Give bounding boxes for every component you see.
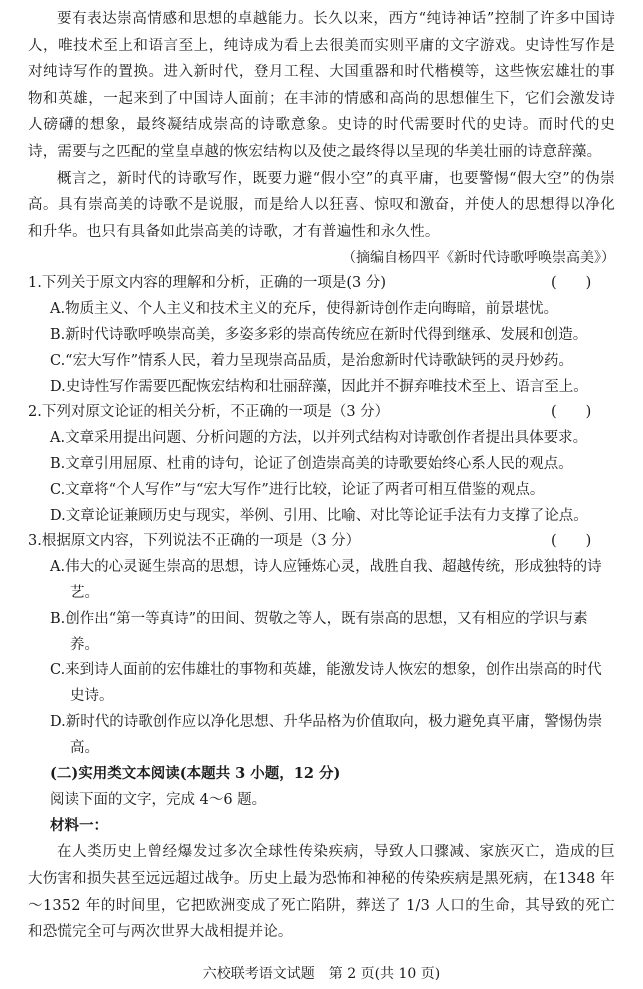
question-3 (28, 529, 615, 761)
option-b[interactable]: B.新时代诗歌呼唤崇高美，多姿多彩的崇高传统应在新时代得到继承、发展和创造。 (50, 326, 588, 343)
answer-blank[interactable]: ( ) (551, 533, 592, 550)
question-1 (28, 271, 615, 400)
option-c[interactable]: C.“宏大写作”情系人民，着力呈现崇高品质，是治愈新时代诗歌缺钙的灵丹妙药。 (50, 352, 574, 369)
question-2 (28, 400, 615, 529)
material-paragraph-1: 在人类历史上曾经爆发过多次全球性传染疾病，导致人口骤减、家族灭亡，造成的巨大伤害和损失甚至远远超过战争。历史上最为恐怖和神秘的传染疾病是黑死病，在1348 年～1352 年的时间里，它把欧洲变成了死亡陷阱，葬送了 1/3 人口的生命，其导致的死亡和恐慌完全可与两次世界大战相提并论。 (28, 844, 615, 941)
question-stem: 2.下列对原文论证的相关分析，不正确的一项是（3 分） (28, 404, 390, 421)
page-footer: 六校联考语文试题 第 2 页(共 10 页) (202, 966, 441, 982)
option-a[interactable]: A.文章采用提出问题、分析问题的方法，以并列式结构对诗歌创作者提出具体要求。 (50, 430, 588, 447)
passage-source: （摘编自杨四平《新时代诗歌呼唤崇高美》） (342, 250, 615, 267)
option-c[interactable]: C.文章将“个人写作”与“宏大写作”进行比较，论证了两者可相互借鉴的观点。 (50, 481, 545, 498)
option-a[interactable]: A.物质主义、个人主义和技术主义的充斥，使得新诗创作走向晦暗，前景堪忧。 (50, 301, 559, 318)
option-c[interactable]: C.来到诗人面前的宏伟雄壮的事物和英雄，能激发诗人恢宏的想象，创作出崇高的时代史诗。 (50, 662, 602, 705)
question-stem: 3.根据原文内容，下列说法不正确的一项是（3 分） (28, 533, 361, 550)
option-d[interactable]: D.史诗性写作需要匹配恢宏结构和壮丽辞藻，因此并不摒弃唯技术至上、语言至上。 (50, 378, 588, 395)
section-heading: (二)实用类文本阅读(本题共 3 小题，12 分) (50, 765, 341, 783)
option-a[interactable]: A.伟大的心灵诞生崇高的思想，诗人应锤炼心灵，战胜自我、超越传统，形成独特的诗艺。 (50, 559, 602, 601)
answer-blank[interactable]: ( ) (551, 404, 592, 421)
option-d[interactable]: D.文章论证兼顾历史与现实，举例、引用、比喻、对比等论证手法有力支撑了论点。 (50, 507, 588, 524)
question-stem: 1.下列关于原文内容的理解和分析，正确的一项是(3 分) (28, 275, 386, 292)
option-d[interactable]: D.新时代的诗歌创作应以净化思想、升华品格为价值取向，极力避免真平庸，警惕伪崇高。 (50, 713, 603, 756)
passage-paragraph-1: 要有表达崇高情感和思想的卓越能力。长久以来，西方“纯诗神话”控制了许多中国诗人，唯技术至上和语言至上，纯诗成为看上去很美而实则平庸的文字游戏。史诗性写作是对纯诗写作的置换。进入新时代，登月工程、大国重器和时代楷模等，这些恢宏雄壮的事物和英雄，一起来到了中国诗人面前；在丰沛的情感和高尚的思想催生下，它们会激发诗人磅礴的想象，最终凝结成崇高的诗歌意象。史诗的时代需要时代的史诗。而时代的史诗，需要与之匹配的堂皇卓越的恢宏结构以及使之最终得以呈现的华美壮丽的诗意辞藻。 (28, 11, 615, 160)
passage-paragraph-2: 概言之，新时代的诗歌写作，既要力避“假小空”的真平庸，也要警惕“假大空”的伪崇高。具有崇高美的诗歌不是说服，而是给人以狂喜、惊叹和激奋，并使人的思想得以净化和升华。也只有具备如此崇高美的诗歌，才有普遍性和永久性。 (28, 170, 615, 240)
option-b[interactable]: B.创作出“第一等真诗”的田间、贺敬之等人，既有崇高的思想，又有相应的学识与素养。 (50, 610, 588, 653)
material-label: 材料一： (50, 817, 108, 835)
option-b[interactable]: B.文章引用屈原、杜甫的诗句，论证了创造崇高美的诗歌要始终心系人民的观点。 (50, 455, 573, 472)
section-instruction: 阅读下面的文字，完成 4～6 题。 (50, 792, 267, 809)
answer-blank[interactable]: ( ) (551, 275, 592, 292)
